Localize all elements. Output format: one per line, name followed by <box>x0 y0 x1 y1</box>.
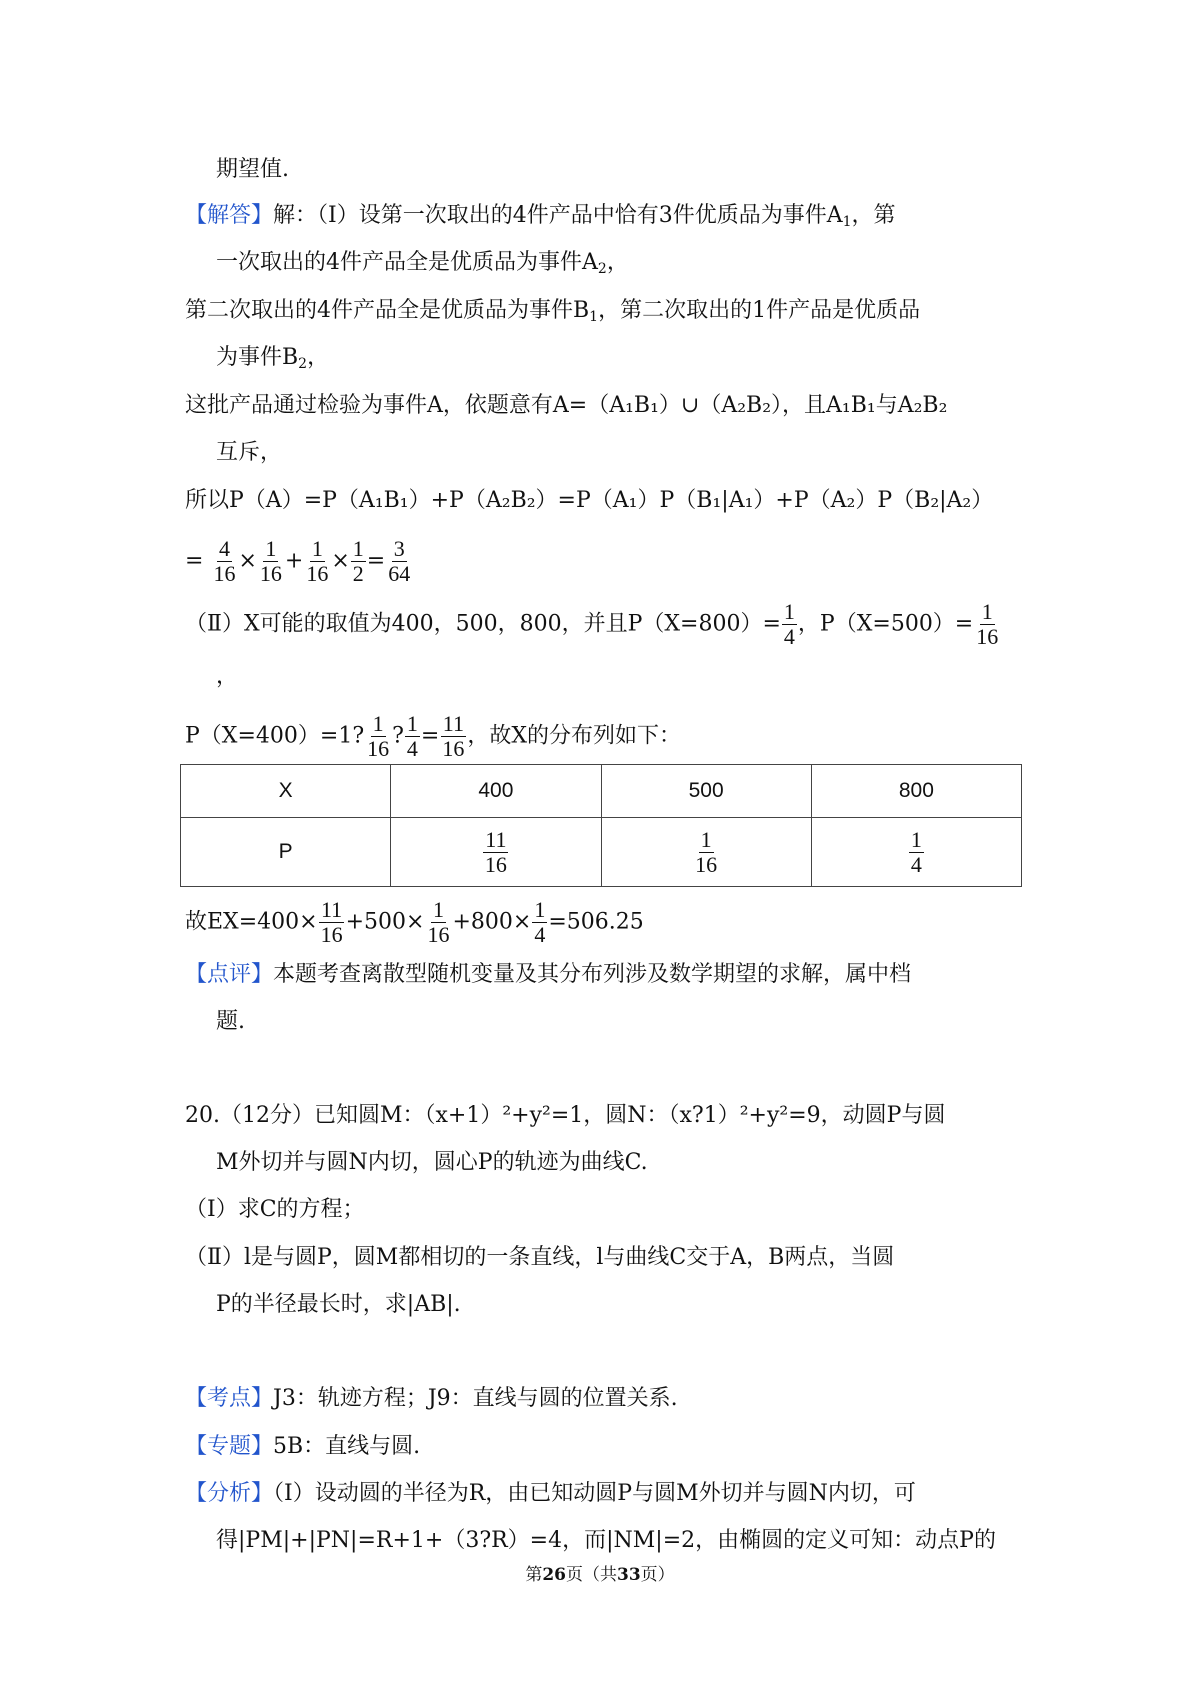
comment-tag: 【点评】 <box>185 962 274 987</box>
analysis-tag: 【分析】 <box>185 1481 274 1506</box>
page-total: 33 <box>617 1565 641 1585</box>
table-cell: X <box>181 765 391 818</box>
fraction: $\frac{1}{16}$ <box>259 536 282 586</box>
table-cell: 400 <box>391 765 601 818</box>
fraction: $\frac{1}{4}$ <box>406 711 418 761</box>
topic-line: 【专题】5B：直线与圆. <box>185 1434 421 1459</box>
fraction: $\frac{1}{16}$ <box>367 711 390 761</box>
fraction: $\frac{11}{16}$ <box>320 897 343 947</box>
text-line: M外切并与圆N内切，圆心P的轨迹为曲线C. <box>216 1150 648 1175</box>
text-line: 为事件$B_2$， <box>216 345 330 372</box>
answer-tag: 【解答】 <box>185 203 274 228</box>
fraction: $\frac{11}{16}$ <box>442 711 465 761</box>
text-line: 一次取出的4件产品全是优质品为事件$A_2$， <box>216 250 629 277</box>
analysis-line: 【分析】（I）设动圆的半径为R，由已知动圆P与圆M外切并与圆N内切，可 <box>185 1481 916 1506</box>
fraction: $\frac{1}{16}$ <box>306 536 329 586</box>
fraction: $\frac{1}{16}$ <box>976 599 999 649</box>
text-line: 所以P（A）=P（A₁B₁）+P（A₂B₂）=P（A₁）P（B₁|A₁）+P（A₂）P（B₂|A₂） <box>185 488 994 513</box>
knowledge-point-line: 【考点】J3：轨迹方程；J9：直线与圆的位置关系. <box>185 1386 678 1411</box>
page-number: 26 <box>542 1565 566 1585</box>
text-line: 期望值. <box>216 157 289 182</box>
table-cell: $\frac{1}{16}$ <box>601 818 811 887</box>
fraction: $\frac{1}{16}$ <box>427 897 450 947</box>
formula-line: = $\frac{4}{16}$ × $\frac{1}{16}$ + $\frac{1}{16}$ × $\frac{1}{2}$ = $\frac{3}{64}$ <box>185 536 411 586</box>
distribution-table <box>180 764 1022 887</box>
table-row <box>181 765 1022 818</box>
fraction: $\frac{3}{64}$ <box>388 536 411 586</box>
table-cell: $\frac{1}{4}$ <box>811 818 1021 887</box>
fraction: $\frac{1}{4}$ <box>534 897 546 947</box>
table-cell: 800 <box>811 765 1021 818</box>
table-cell: $\frac{11}{16}$ <box>391 818 601 887</box>
text-line: 得|PM|+|PN|=R+1+（3?R）=4，而|NM|=2，由椭圆的定义可知：动点P的 <box>216 1528 996 1553</box>
question-line: 20.（12分）已知圆M：（x+1）²+y²=1，圆N：（x?1）²+y²=9，动圆P与圆 <box>185 1103 946 1128</box>
answer-line: 【解答】解：（Ⅰ）设第一次取出的4件产品中恰有3件优质品为事件$A_1$，第 <box>185 203 896 230</box>
table-row <box>181 818 1022 887</box>
text-line: （Ⅱ）l是与圆P，圆M都相切的一条直线，l与曲线C交于A，B两点，当圆 <box>185 1245 895 1270</box>
fraction: $\frac{1}{2}$ <box>352 536 364 586</box>
text-line: ， <box>216 664 239 689</box>
text-line: 这批产品通过检验为事件A，依题意有A=（A₁B₁）∪（A₂B₂），且A₁B₁与A₂B₂ <box>185 393 948 418</box>
fraction: $\frac{4}{16}$ <box>213 536 236 586</box>
formula-line: （Ⅱ）X可能的取值为400，500，800，并且P（X=800）= $\frac{1}{4}$ ，P（X=500）= $\frac{1}{16}$ <box>185 599 999 649</box>
knowledge-point-tag: 【考点】 <box>185 1386 274 1411</box>
page-footer: 第26页（共33页） <box>525 1565 675 1585</box>
table-cell: P <box>181 818 391 887</box>
formula-line: 故EX=400× $\frac{11}{16}$ +500× $\frac{1}{16}$ +800× $\frac{1}{4}$ =506.25 <box>185 897 644 947</box>
text-line: 第二次取出的4件产品全是优质品为事件$B_1$，第二次取出的1件产品是优质品 <box>185 298 921 325</box>
text-line: 题. <box>216 1009 245 1034</box>
comment-line: 【点评】本题考查离散型随机变量及其分布列涉及数学期望的求解，属中档 <box>185 962 912 987</box>
text-line: （Ⅰ）求C的方程； <box>185 1197 365 1222</box>
topic-tag: 【专题】 <box>185 1434 274 1459</box>
text-line: P的半径最长时，求|AB|. <box>216 1292 461 1317</box>
table-cell: 500 <box>601 765 811 818</box>
text-line: 互斥， <box>216 440 283 465</box>
fraction: $\frac{1}{4}$ <box>783 599 795 649</box>
formula-line: P（X=400）=1? $\frac{1}{16}$ ? $\frac{1}{4}$ = $\frac{11}{16}$ ，故X的分布列如下： <box>185 711 682 761</box>
